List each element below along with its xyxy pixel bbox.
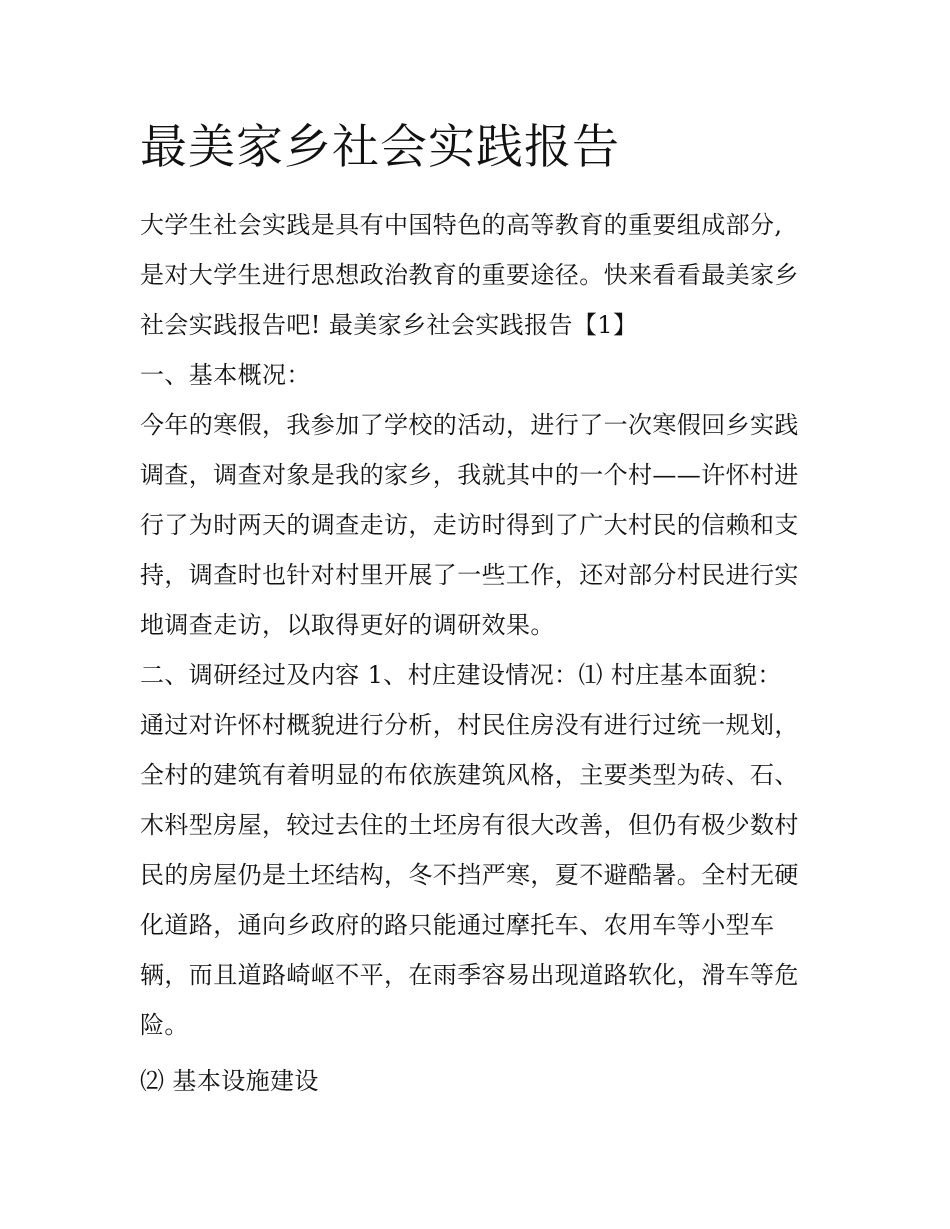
paragraph-line: 大学生社会实践是具有中国特色的高等教育的重要组成部分, [140, 211, 783, 239]
document-body [140, 200, 820, 1106]
section-heading: 一、基本概况： [140, 361, 311, 389]
paragraph-line: 民的房屋仍是土坯结构，冬不挡严寒，夏不避酷暑。全村无硬 [140, 861, 799, 889]
paragraph-line: 是对大学生进行思想政治教育的重要途径。快来看看最美家乡 [140, 261, 799, 289]
paragraph-line: 木料型房屋，较过去住的土坯房有很大改善，但仍有极少数村 [140, 811, 799, 839]
subsection-heading: ⑵ 基本设施建设 [140, 1067, 319, 1095]
section-heading: 二、调研经过及内容 1、村庄建设情况：⑴ 村庄基本面貌： [140, 661, 782, 689]
paragraph-line: 持，调查时也针对村里开展了一些工作，还对部分村民进行实 [140, 561, 799, 589]
paragraph-line: 辆，而且道路崎岖不平，在雨季容易出现道路软化，滑车等危 [140, 961, 799, 989]
paragraph-line: 化道路，通向乡政府的路只能通过摩托车、农用车等小型车 [140, 911, 775, 939]
paragraph-line: 行了为时两天的调查走访，走访时得到了广大村民的信赖和支 [140, 511, 799, 539]
paragraph-line: 调查，调查对象是我的家乡，我就其中的一个村——许怀村进 [140, 461, 799, 489]
paragraph-line: 今年的寒假，我参加了学校的活动，进行了一次寒假回乡实践 [140, 411, 799, 439]
paragraph-line: 通过对许怀村概貌进行分析，村民住房没有进行过统一规划， [140, 711, 799, 739]
paragraph-line: 全村的建筑有着明显的布依族建筑风格，主要类型为砖、石、 [140, 761, 799, 789]
document-title: 最美家乡社会实践报告 [140, 120, 620, 175]
paragraph-line: 社会实践报告吧! 最美家乡社会实践报告【1】 [140, 311, 638, 339]
paragraph-line: 地调查走访，以取得更好的调研效果。 [140, 611, 555, 639]
paragraph-line: 险。 [140, 1011, 189, 1039]
